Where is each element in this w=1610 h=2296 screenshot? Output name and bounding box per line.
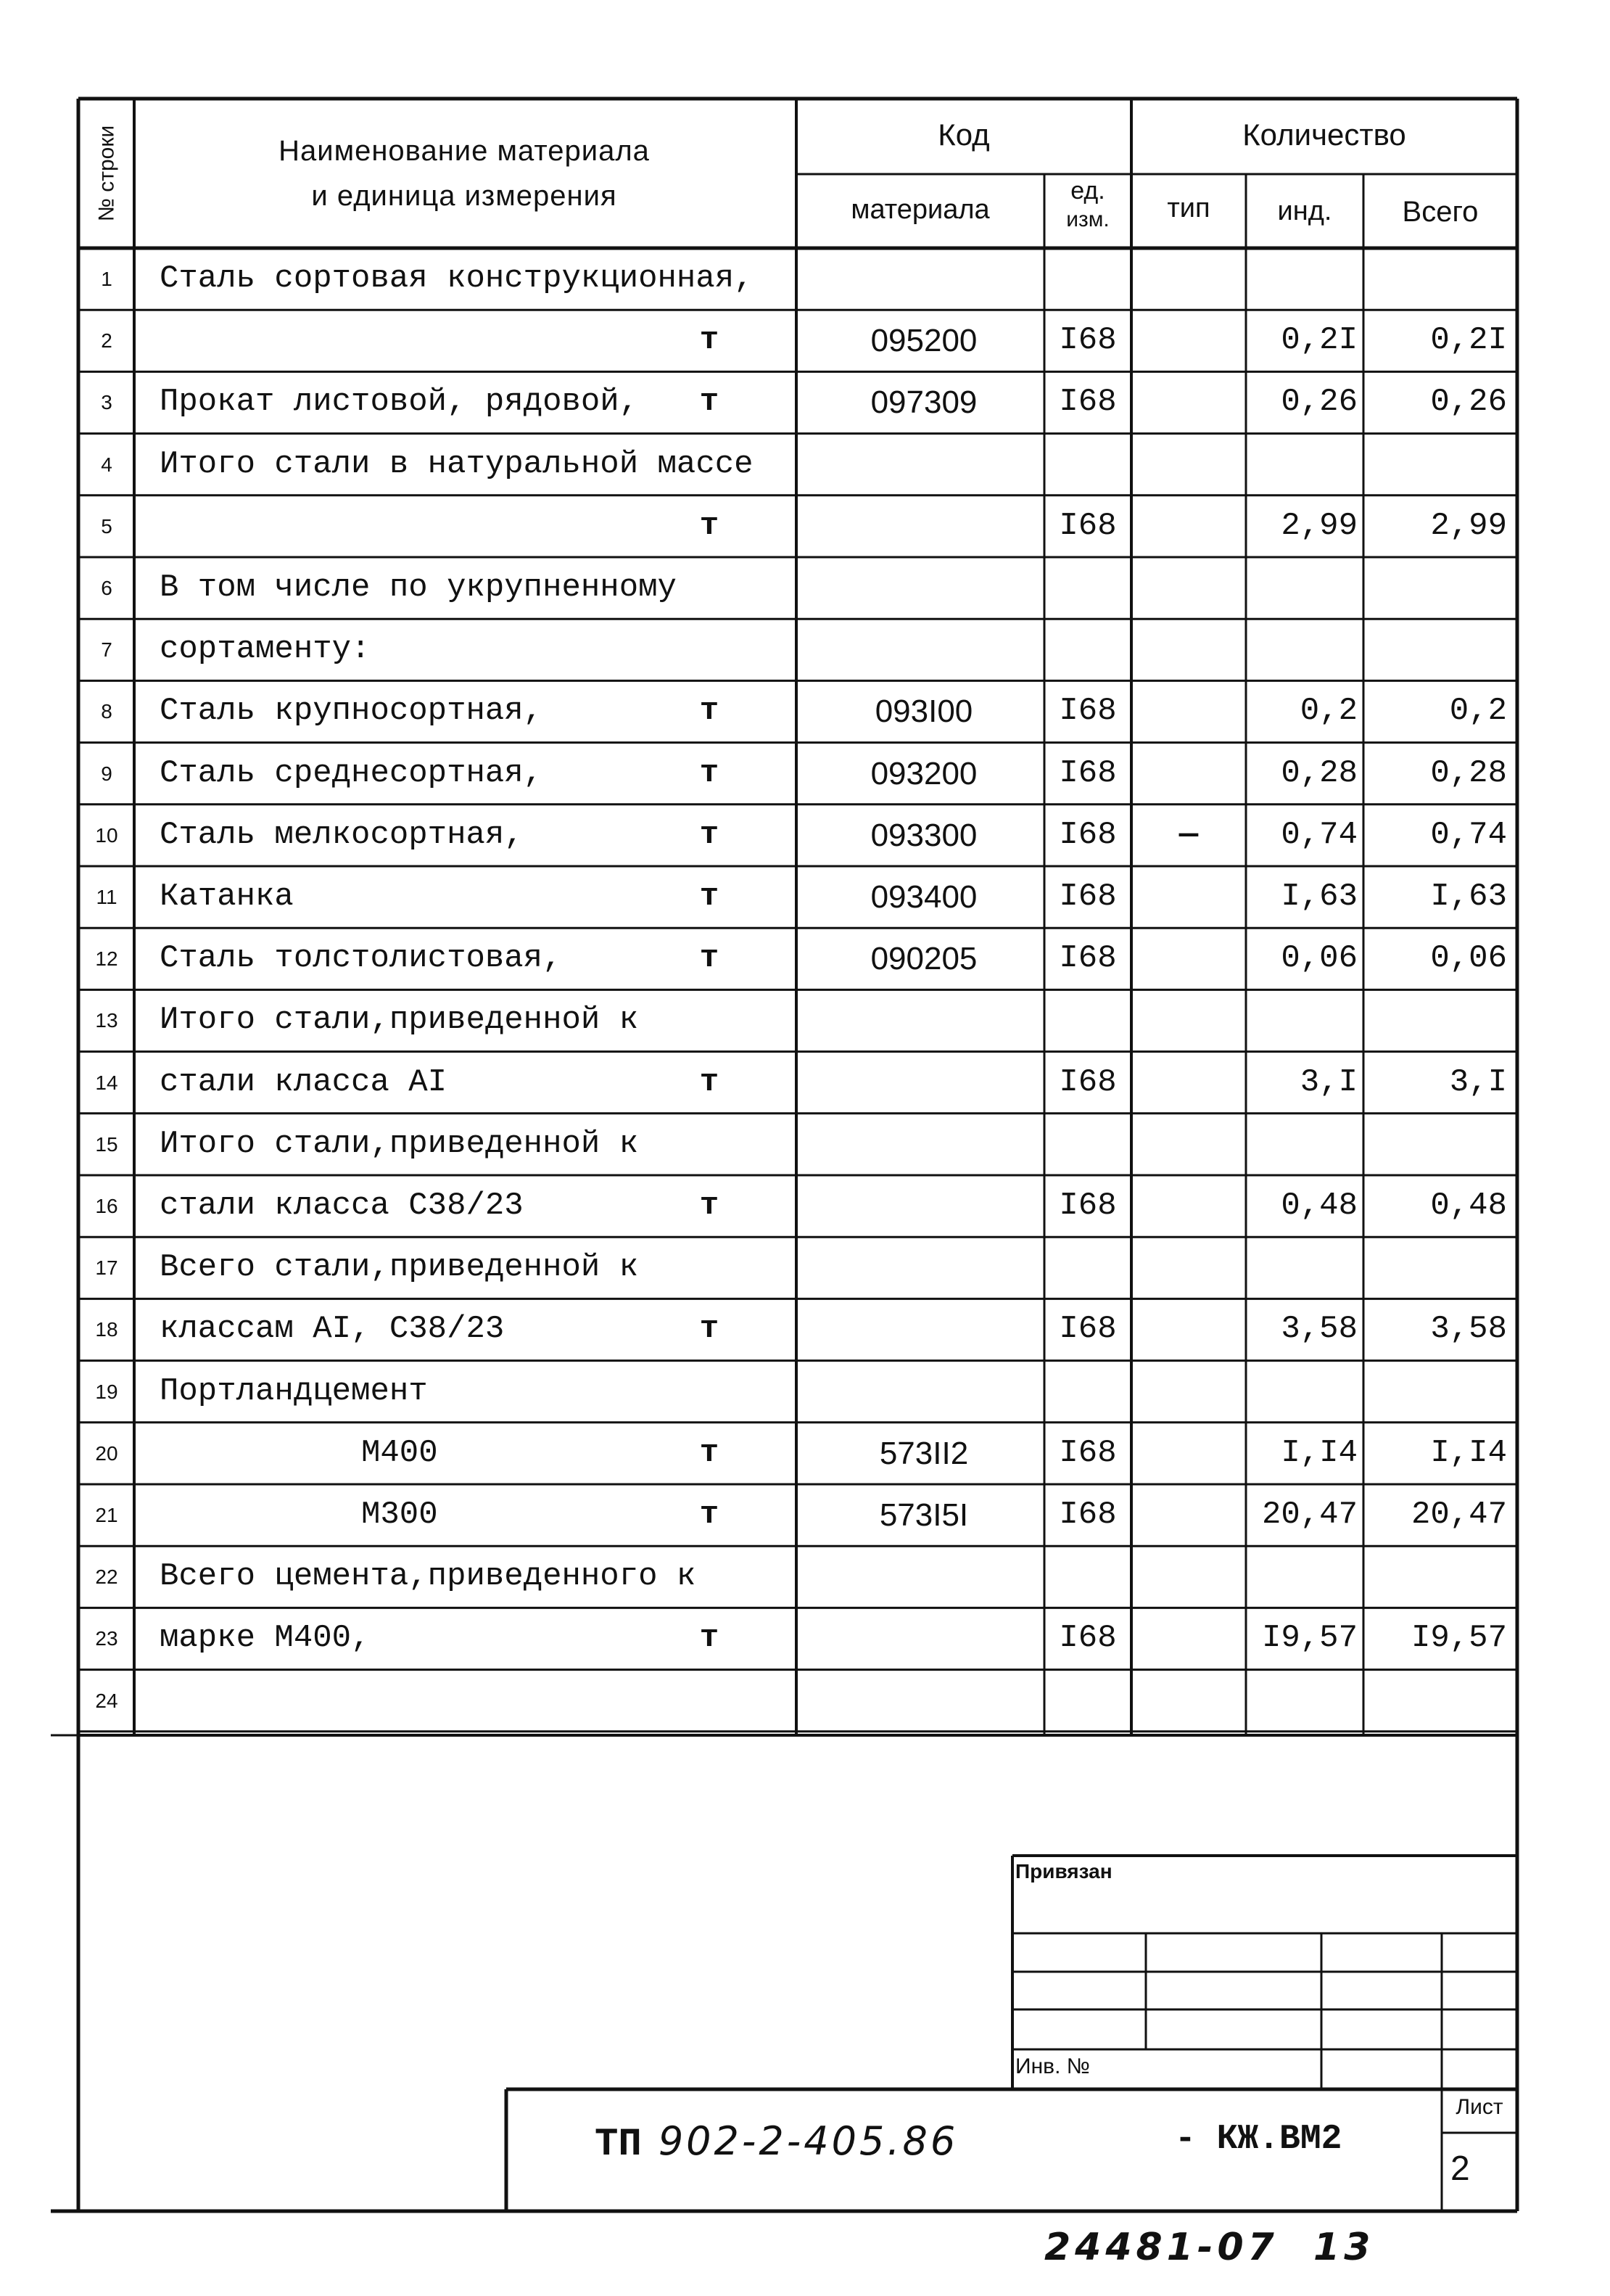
material-code xyxy=(804,1052,1044,1114)
row-number: 3 xyxy=(101,391,112,414)
row-number: 5 xyxy=(101,514,112,538)
unit-code: I68 xyxy=(1059,1311,1117,1348)
material-name: сортаменту: xyxy=(160,631,371,668)
row-number: 23 xyxy=(95,1627,118,1650)
row-number: 19 xyxy=(95,1380,118,1403)
unit-symbol: т xyxy=(699,322,719,359)
material-name: Портландцемент xyxy=(160,1373,428,1410)
total-value xyxy=(1363,557,1517,619)
unit-code xyxy=(1044,989,1131,1051)
header-row-number: № строки xyxy=(94,125,119,222)
row-number: 11 xyxy=(96,886,117,908)
total-value xyxy=(1363,1546,1517,1608)
unit-symbol: т xyxy=(699,1620,719,1657)
material-code xyxy=(804,1608,1044,1669)
material-code: 093400 xyxy=(870,879,978,915)
row-number: 8 xyxy=(101,700,112,723)
total-value: I,63 xyxy=(1430,879,1507,915)
type-value xyxy=(1131,1237,1246,1299)
stamp-inv-label: Инв. № xyxy=(1015,2054,1090,2078)
table-row xyxy=(78,1361,1517,1423)
material-code: 090205 xyxy=(870,941,978,977)
unit-symbol xyxy=(680,619,738,680)
doc-code-number: 902-2-405.86 xyxy=(658,2118,959,2164)
total-value: 3,58 xyxy=(1430,1311,1507,1348)
stamp-bound-label: Привязан xyxy=(1015,1860,1112,1883)
material-name: Сталь толстолистовая, xyxy=(160,940,562,977)
type-value xyxy=(1131,1114,1246,1175)
total-value xyxy=(1363,434,1517,495)
unit-code: I68 xyxy=(1059,1620,1117,1657)
unit-symbol xyxy=(680,248,738,310)
table-row xyxy=(78,1546,1517,1608)
unit-code: I68 xyxy=(1059,1497,1117,1533)
ind-value xyxy=(1246,1361,1363,1423)
total-value: 2,99 xyxy=(1430,507,1507,544)
type-value xyxy=(1131,928,1246,989)
type-value xyxy=(1131,557,1246,619)
type-value xyxy=(1131,1052,1246,1114)
header-name-line2: и единица измерения xyxy=(311,180,617,212)
table-row xyxy=(78,619,1517,680)
table-row xyxy=(78,989,1517,1051)
material-name: Прокат листовой, рядовой, xyxy=(160,384,639,421)
table-row xyxy=(78,1052,1517,1114)
table-row xyxy=(78,805,1517,866)
type-value xyxy=(1131,1423,1246,1484)
unit-code: I68 xyxy=(1059,1188,1117,1224)
unit-code: I68 xyxy=(1059,940,1117,977)
unit-code xyxy=(1044,1114,1131,1175)
unit-symbol xyxy=(680,1670,738,1732)
material-code: 093I00 xyxy=(875,694,973,730)
ind-value xyxy=(1246,1237,1363,1299)
material-name: Сталь крупносортная, xyxy=(160,693,543,730)
material-name: классам AI, С38/23 xyxy=(160,1311,505,1348)
material-name: Сталь среднесортная, xyxy=(160,754,543,791)
material-code xyxy=(804,1175,1044,1237)
total-value xyxy=(1363,1361,1517,1423)
unit-code xyxy=(1044,1670,1131,1732)
material-name: Итого стали,приведенной к xyxy=(160,1125,639,1162)
total-value xyxy=(1363,248,1517,310)
total-value: 3,I xyxy=(1449,1063,1507,1100)
type-value xyxy=(1131,495,1246,557)
ind-value: 0,28 xyxy=(1281,754,1358,791)
table-row xyxy=(78,1484,1517,1546)
unit-symbol: т xyxy=(699,693,719,730)
material-code: 093200 xyxy=(870,755,978,791)
unit-code: I68 xyxy=(1059,879,1117,915)
ind-value: 3,58 xyxy=(1281,1311,1358,1348)
ind-value xyxy=(1246,557,1363,619)
unit-symbol xyxy=(680,1546,738,1608)
table-row xyxy=(78,1175,1517,1237)
material-code xyxy=(804,989,1044,1051)
header-ind: инд. xyxy=(1277,196,1332,226)
material-code xyxy=(804,495,1044,557)
table-row xyxy=(78,371,1517,433)
material-code xyxy=(804,1546,1044,1608)
unit-symbol xyxy=(680,1237,738,1299)
row-number: 6 xyxy=(101,577,112,599)
type-value xyxy=(1131,743,1246,805)
total-value: 0,26 xyxy=(1430,384,1507,421)
row-number: 15 xyxy=(95,1132,118,1156)
type-value xyxy=(1131,1484,1246,1546)
unit-code xyxy=(1044,1237,1131,1299)
unit-symbol: т xyxy=(699,384,719,421)
unit-code: I68 xyxy=(1059,754,1117,791)
material-name: Итого стали в натуральной массе xyxy=(160,445,754,482)
total-value: 0,74 xyxy=(1430,816,1507,853)
doc-code-suffix: - КЖ.ВМ2 xyxy=(1175,2120,1342,2159)
ind-value: 2,99 xyxy=(1281,507,1358,544)
unit-code xyxy=(1044,248,1131,310)
ind-value xyxy=(1246,989,1363,1051)
material-code: 093300 xyxy=(870,817,978,853)
unit-symbol: т xyxy=(699,1434,719,1471)
material-code xyxy=(804,557,1044,619)
unit-symbol xyxy=(680,557,738,619)
ind-value: 0,2I xyxy=(1281,322,1358,359)
table-row xyxy=(78,866,1517,928)
ind-value: 0,74 xyxy=(1281,816,1358,853)
total-value: I9,57 xyxy=(1411,1620,1507,1657)
ind-value xyxy=(1246,1114,1363,1175)
table-row xyxy=(78,495,1517,557)
total-value: I,I4 xyxy=(1430,1434,1507,1471)
material-name: марке М400, xyxy=(160,1620,371,1657)
unit-code: I68 xyxy=(1059,507,1117,544)
table-row xyxy=(78,248,1517,310)
ind-value xyxy=(1246,248,1363,310)
unit-symbol: т xyxy=(699,816,719,853)
material-name: Сталь сортовая конструкционная, xyxy=(160,260,754,297)
unit-code xyxy=(1044,1546,1131,1608)
row-number: 2 xyxy=(101,329,112,353)
row-number: 14 xyxy=(95,1071,118,1094)
material-code xyxy=(804,434,1044,495)
ind-value: I,I4 xyxy=(1281,1434,1358,1471)
unit-symbol: т xyxy=(699,1497,719,1533)
unit-code: I68 xyxy=(1059,816,1117,853)
total-value: 0,2I xyxy=(1430,322,1507,359)
table-row xyxy=(78,557,1517,619)
ind-value: 20,47 xyxy=(1261,1497,1358,1533)
row-number: 7 xyxy=(101,638,112,662)
material-name: Всего стали,приведенной к xyxy=(160,1249,639,1286)
unit-code: I68 xyxy=(1059,1434,1117,1471)
unit-symbol: т xyxy=(699,1311,719,1348)
type-value xyxy=(1131,680,1246,742)
material-name: Сталь мелкосортная, xyxy=(160,816,524,853)
unit-symbol xyxy=(680,1114,738,1175)
ind-value: I,63 xyxy=(1281,879,1358,915)
table-row xyxy=(78,434,1517,495)
table-row xyxy=(78,680,1517,742)
unit-code xyxy=(1044,619,1131,680)
unit-code: I68 xyxy=(1059,1063,1117,1100)
unit-code xyxy=(1044,1361,1131,1423)
type-value xyxy=(1131,1546,1246,1608)
type-value xyxy=(1131,866,1246,928)
ind-value: 0,06 xyxy=(1281,940,1358,977)
unit-code xyxy=(1044,434,1131,495)
material-code xyxy=(804,1237,1044,1299)
header-total: Всего xyxy=(1402,196,1479,228)
material-code: 573II2 xyxy=(879,1435,969,1471)
unit-symbol xyxy=(680,989,738,1051)
header-name-line1: Наименование материала xyxy=(278,135,650,167)
total-value xyxy=(1363,1237,1517,1299)
header-type: тип xyxy=(1167,193,1210,223)
type-value: — xyxy=(1178,816,1199,853)
material-code xyxy=(804,248,1044,310)
row-number: 21 xyxy=(95,1504,118,1526)
unit-symbol xyxy=(680,1361,738,1423)
row-number: 1 xyxy=(101,268,112,290)
material-name: Катанка xyxy=(160,879,294,915)
unit-code: I68 xyxy=(1059,693,1117,730)
handwritten-inventory-number: 24481-07 13 xyxy=(1044,2226,1375,2269)
stamp-sheet-number: 2 xyxy=(1450,2149,1470,2188)
unit-code xyxy=(1044,557,1131,619)
unit-symbol: т xyxy=(699,1188,719,1224)
unit-symbol: т xyxy=(699,507,719,544)
row-number: 13 xyxy=(95,1009,118,1032)
material-name: Итого стали,приведенной к xyxy=(160,1002,639,1039)
total-value xyxy=(1363,1114,1517,1175)
material-name: В том числе по укрупненному xyxy=(160,569,677,606)
ind-value xyxy=(1246,434,1363,495)
unit-symbol xyxy=(680,434,738,495)
header-unit-line2: изм. xyxy=(1066,207,1110,231)
table-row xyxy=(78,928,1517,989)
material-code: 097309 xyxy=(870,384,978,421)
row-number: 20 xyxy=(95,1441,118,1465)
material-code xyxy=(804,1670,1044,1732)
header-code: Код xyxy=(938,118,990,152)
material-name: стали класса AI xyxy=(160,1063,447,1100)
total-value: 0,2 xyxy=(1449,693,1507,730)
table-row xyxy=(78,1608,1517,1669)
table-row xyxy=(78,1670,1517,1732)
row-number: 10 xyxy=(95,823,118,847)
unit-symbol: т xyxy=(699,879,719,915)
total-value xyxy=(1363,619,1517,680)
ind-value: 0,48 xyxy=(1281,1188,1358,1224)
total-value: 20,47 xyxy=(1411,1497,1507,1533)
row-number: 18 xyxy=(95,1318,118,1341)
material-code xyxy=(804,1361,1044,1423)
row-number: 17 xyxy=(95,1256,118,1280)
row-number: 12 xyxy=(95,947,118,971)
material-code: 573I5I xyxy=(879,1497,969,1533)
row-number: 9 xyxy=(101,762,112,785)
table-row xyxy=(78,310,1517,371)
type-value xyxy=(1131,434,1246,495)
ind-value xyxy=(1246,619,1363,680)
row-number: 24 xyxy=(95,1689,118,1712)
ind-value: 3,I xyxy=(1300,1063,1358,1100)
ind-value: 0,26 xyxy=(1281,384,1358,421)
unit-symbol: т xyxy=(699,940,719,977)
type-value xyxy=(1131,989,1246,1051)
ind-value xyxy=(1246,1546,1363,1608)
unit-symbol: т xyxy=(699,1063,719,1100)
stamp-sheet-label: Лист xyxy=(1456,2095,1503,2119)
type-value xyxy=(1131,1299,1246,1360)
total-value: 0,28 xyxy=(1430,754,1507,791)
type-value xyxy=(1131,371,1246,433)
doc-code-prefix: ТП xyxy=(595,2123,642,2167)
total-value xyxy=(1363,1670,1517,1732)
material-code xyxy=(804,1114,1044,1175)
unit-code: I68 xyxy=(1059,322,1117,359)
material-name: стали класса С38/23 xyxy=(160,1188,524,1224)
type-value xyxy=(1131,1175,1246,1237)
type-value xyxy=(1131,619,1246,680)
table-row xyxy=(78,1114,1517,1175)
unit-code: I68 xyxy=(1059,384,1117,421)
table-row xyxy=(78,1423,1517,1484)
total-value: 0,48 xyxy=(1430,1188,1507,1224)
type-value xyxy=(1131,1608,1246,1669)
type-value xyxy=(1131,1670,1246,1732)
material-code: 095200 xyxy=(870,323,978,359)
table-row xyxy=(78,743,1517,805)
row-number: 16 xyxy=(95,1195,118,1217)
type-value xyxy=(1131,310,1246,371)
total-value xyxy=(1363,989,1517,1051)
ind-value: 0,2 xyxy=(1300,693,1358,730)
ind-value: I9,57 xyxy=(1261,1620,1358,1657)
type-value xyxy=(1131,248,1246,310)
header-quantity: Количество xyxy=(1242,118,1406,152)
header-unit-line1: ед. xyxy=(1070,177,1105,205)
row-number: 4 xyxy=(101,453,112,476)
type-value xyxy=(1131,1361,1246,1423)
material-code xyxy=(804,1299,1044,1360)
stamp-doc-code xyxy=(595,2118,958,2167)
material-name: М300 xyxy=(361,1497,438,1533)
material-name: М400 xyxy=(361,1434,438,1471)
table-row xyxy=(78,1299,1517,1360)
header-code-material: материала xyxy=(851,194,990,225)
table-row xyxy=(78,1237,1517,1299)
total-value: 0,06 xyxy=(1430,940,1507,977)
row-number: 22 xyxy=(95,1565,118,1589)
ind-value xyxy=(1246,1670,1363,1732)
unit-symbol: т xyxy=(699,754,719,791)
material-name: Всего цемента,приведенного к xyxy=(160,1558,696,1595)
material-code xyxy=(804,619,1044,680)
